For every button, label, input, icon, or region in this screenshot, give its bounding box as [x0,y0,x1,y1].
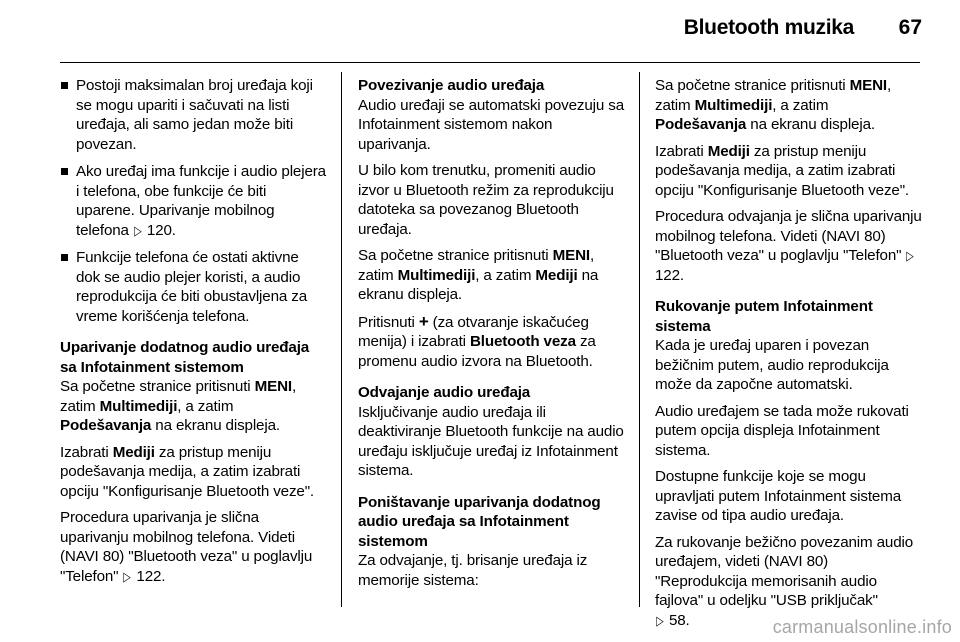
section-heading: Rukovanje putem Infotainment sistema [655,298,873,335]
column-1 [60,76,326,593]
paragraph: Sa početne stranice pritisnuti MENI, zatim Multimediji, a zatim Mediji na ekranu displeja. [358,247,599,303]
list-item: Postoji maksimalan broj uređaja koji se mogu upariti i sačuvati na listi uređaja, ali samo jedan može biti povezan. [60,76,326,154]
section-heading: Poništavanje uparivanja dodatnog audio uređaja sa Infotainment sistemom [358,493,601,550]
section-title: Bluetooth muzika [683,16,854,39]
paragraph: Izabrati Mediji za pristup meniju podešavanja medija, a zatim izabrati opciju "Konfigurisanje Bluetooth veze". [60,443,314,500]
column-3 [655,76,923,637]
note-list [60,76,326,326]
bullet-square-icon [61,82,68,89]
page-number: 67 [898,16,922,39]
column-2 [358,76,626,597]
section-heading: Uparivanje dodatnog audio uređaja sa Infotainment sistemom [60,339,310,376]
paragraph: Dostupne funkcije koje se mogu upravljati putem Infotainment sistema zavise od tipa audio uređaja. [655,468,902,524]
column-divider-2 [639,72,640,607]
section-heading: Povezivanje audio uređaja [358,77,545,94]
list-item: Funkcije telefona će ostati aktivne dok se audio plejer koristi, a audio reprodukcija će biti obustavljena za vreme korišćenja telefona. [60,248,326,326]
cross-reference-arrow-icon: ▷ [656,612,664,628]
paragraph: Audio uređajem se tada može rukovati putem opcija displeja Infotainment sistema. [655,402,909,459]
page-reference: 120. [146,221,176,239]
paragraph: Kada je uređaj uparen i povezan bežičnim putem, audio reprodukcija može da započne automatski. [655,337,889,393]
paragraph: Isključivanje audio uređaja ili deaktiviranje Bluetooth funkcije na audio uređaju isključuje uređaj iz Infotainment sistema. [358,403,624,479]
bullet-square-icon [61,168,68,175]
cross-reference-arrow-icon: ▷ [134,222,142,238]
paragraph: Za odvajanje, tj. brisanje uređaja iz memorije sistema: [358,552,588,589]
page-reference: 122. [136,567,166,585]
paragraph: U bilo kom trenutku, promeniti audio izvor u Bluetooth režim za reprodukciju datoteka sa povezanog Bluetooth uređaja. [358,162,614,238]
bullet-square-icon [61,254,68,261]
cross-reference-arrow-icon: ▷ [906,248,915,263]
list-item: Ako uređaj ima funkcije i audio plejera i telefona, obe funkcije će biti uparene. Uparivanje mobilnog telefona ▷ 120. [60,162,326,240]
header-divider [60,62,920,63]
paragraph: Sa početne stranice pritisnuti MENI, zatim Multimediji, a zatim Podešavanja na ekranu displeja. [60,378,297,434]
paragraph: Audio uređaji se automatski povezuju sa Infotainment sistemom nakon uparivanja. [358,96,624,153]
paragraph: Izabrati Mediji za pristup meniju podešavanja medija, a zatim izabrati opciju "Konfigurisanje Bluetooth veze". [655,142,909,199]
section-heading: Odvajanje audio uređaja [358,384,531,401]
page-reference: 122. [655,266,684,284]
paragraph: Za rukovanje bežično povezanim audio uređajem, videti (NAVI 80) "Reprodukcija memorisanih audio fajlova" u odeljku "USB priključak" ▷ 58. [655,533,914,629]
paragraph: Procedura odvajanja je slična uparivanju mobilnog telefona. Videti (NAVI 80) "Bluetooth veza" u poglavlju "Telefon" ▷ 122. [655,208,922,284]
page-reference: 58. [668,611,690,629]
paragraph: Sa početne stranice pritisnuti MENI, zatim Multimediji, a zatim Podešavanja na ekranu displeja. [655,77,892,133]
cross-reference-arrow-icon: ▷ [123,568,132,584]
watermark: carmanualsonline.info [772,617,952,637]
paragraph: Pritisnuti + (za otvaranje iskačućeg menija) i izabrati Bluetooth veza za promenu audio izvora na Bluetooth. [358,311,596,370]
column-divider-1 [341,72,342,607]
plus-icon: + [418,311,429,331]
paragraph: Procedura uparivanja je slična uparivanju mobilnog telefona. Videti (NAVI 80) "Bluetooth veza" u poglavlju "Telefon" ▷ 122. [60,509,313,585]
